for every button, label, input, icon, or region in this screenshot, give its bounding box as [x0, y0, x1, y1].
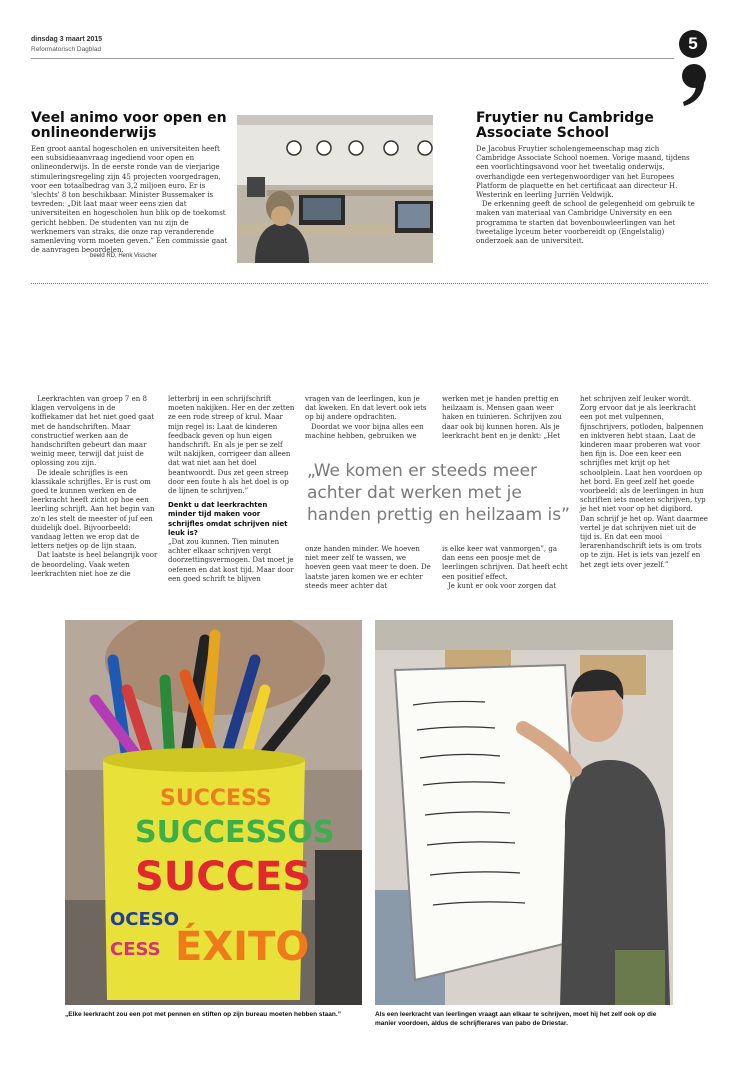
pull-quote: „We komen er steeds meer achter dat werken met je handen prettig en heilzaam is”: [307, 461, 570, 525]
interview-question: Denkt u dat leerkrachten minder tijd maken voor schrijfles omdat schrijven niet leuk is?: [168, 501, 288, 537]
header-divider: [31, 58, 674, 59]
classroom-photo: [237, 115, 433, 263]
teacher-whiteboard-photo: [375, 620, 673, 1005]
article1-body: Een groot aantal hogescholen en universiteiten heeft een subsidieaanvraag ingediend voor open en onlineonderwijs. In de eerste ronde van de vierjarige stimuleringsregeling zijn 45 projecten voorgedragen, voor een totaalbedrag van 3,2 miljoen euro. Er is 'slechts' 8 ton beschikbaar. Minister Bussemaker is tevreden: „Dit laat maar weer eens zien dat universiteiten en hogescholen hun blik op de toekomst gericht hebben. De studenten van nu zijn de werknemers van straks, die onze rap veranderende samenleving vorm moeten geven.” Een commissie gaat de aanvragen beoordelen.: [31, 145, 228, 255]
mug-word-3: SUCCES: [135, 854, 312, 900]
article1-title: Veel animo voor open en onlineonderwijs: [31, 110, 227, 141]
pen-mug-photo: [65, 620, 362, 1005]
caption-left: „Elke leerkracht zou een pot met pennen en stiften op zijn bureau moeten hebben staan.”: [65, 1011, 341, 1018]
article2-title: Fruytier nu Cambridge Associate School: [476, 110, 654, 141]
page-number: 5: [679, 30, 707, 58]
section-divider: [31, 283, 708, 284]
main-column-3-top: vragen van de leerlingen, kun je dat kweken. En dat levert ook iets op bij andere opdrachten. Doordat we voor bijna alles een machine hebben, gebruiken we: [305, 395, 427, 440]
mug-word-6: CESS: [110, 939, 161, 960]
newspaper-name: Reformatorisch Dagblad: [31, 46, 102, 53]
main-column-2: letterbrij in een schrijfschrift moeten nakijken. Her en der zetten ze een rode streep of krul. Maar mijn regel is: Laat de kinderen feedback geven op hun eigen handschrift. En als je per se zelf wilt nakijken, corrigeer dan alleen dat wat niet aan het doel beantwoordt. Dus zet geen streep door een foute h als het doel is op de lijnen te schrijven.” Denkt u dat leerkrachten minder tijd maken voor schrijfles omdat schrijven niet leuk is? „Dat zou kunnen. Tien minuten achter elkaar schrijven vergt doorzettingsvermogen. Dat moet je oefenen en dat kost tijd. Maar door een goed schrift te blijven: [168, 395, 295, 583]
main-column-1: Leerkrachten van groep 7 en 8 klagen vervolgens in de koffiekamer dat het niet goed gaat met de handschriften. Maar constructief werken aan de handschriften gebeurt dan maar weinig meer, terwijl dat juist de oplossing zou zijn. De ideale schrijfles is een klassikale schrijfles. Er is rust om goed te kunnen werken en de leerkracht heeft zicht op hoe een leerling schrijft. Aan het begin van zo'n les stelt de meester of juf een duidelijk doel. Bijvoorbeeld: vandaag letten we erop dat de letters netjes op de lijn staan. Dat laatste is heel belangrijk voor de beoordeling. Vaak weten leerkrachten niet hoe ze die: [31, 395, 158, 578]
main-column-4-top: werken met je handen prettig en heilzaam is. Mensen gaan weer haken en tuinieren. Schrijven zou daar ook bij kunnen horen. Als je leerkracht bent en je denkt: „Het: [442, 395, 562, 440]
photo-credit: beeld RD, Henk Visscher: [90, 253, 157, 259]
caption-right: Als een leerkracht van leerlingen vraagt aan elkaar te schrijven, moet hij het zelf ook op die manier voordoen, aldus de schrijflerares van pabo de Driestar.: [375, 1011, 657, 1027]
issue-date: dinsdag 3 maart 2015: [31, 36, 103, 43]
mug-word-2: SUCCESSOS: [135, 815, 335, 850]
main-column-3-bottom: onze handen minder. We hoeven niet meer zelf te wassen, we hoeven geen vaat meer te doen. De laatste jaren komen we er echter steeds meer achter dat: [305, 545, 431, 590]
mug-word-1: SUCCESS: [160, 786, 272, 811]
article2-body: De Jacobus Fruytier scholengemeenschap mag zich Cambridge Associate School noemen. Vorige maand, tijdens een voorlichtingsavond voor het tweetalig onderwijs, overhandigde een vertegenwoordiger van het Europees Platform de plaquette en het certificaat aan directeur H. Westerink en leerling Jurriën Veldwijk. De erkenning geeft de school de gelegenheid om gebruik te maken van materiaal van Cambridge University en een programma te starten dat bovenbouwleerlingen van het tweetalige lyceum beter voorbereidt op (Engelstalig) onderzoek aan de universiteit.: [476, 145, 695, 246]
mug-word-5: OCESO: [110, 909, 180, 930]
mug-word-4: ÉXITO: [175, 924, 310, 970]
main-column-5: het schrijven zelf leuker wordt. Zorg ervoor dat je als leerkracht een pot met vulpennen, fijnschrijvers, potloden, balpennen en inktveren hebt staan. Laat de kinderen maar proberen wat voor hen fijn is. Doe een keer een schrijfles met krijt op het schoolplein. Laat hen voordoen op het bord. En geef zelf het goede voorbeeld: als de leerlingen in hun schriften iets moeten schrijven, typ je het niet voor op het digibord. Dan schrijf je het op. Want daarmee vertel je dat schrijven niet uit de tijd is. En dat een mooi lerarenhandschrift iets is om trots op te zijn. Het is iets van jezelf en het zegt iets over jezelf.”: [580, 395, 708, 569]
main-column-4-bottom: is elke keer wat vanmorgen”, ga dan eens een poosje met de leerlingen schrijven. Dat heeft echt een positief effect. Je kunt er ook voor zorgen dat: [442, 545, 568, 590]
comma-logo-icon: [680, 63, 708, 107]
